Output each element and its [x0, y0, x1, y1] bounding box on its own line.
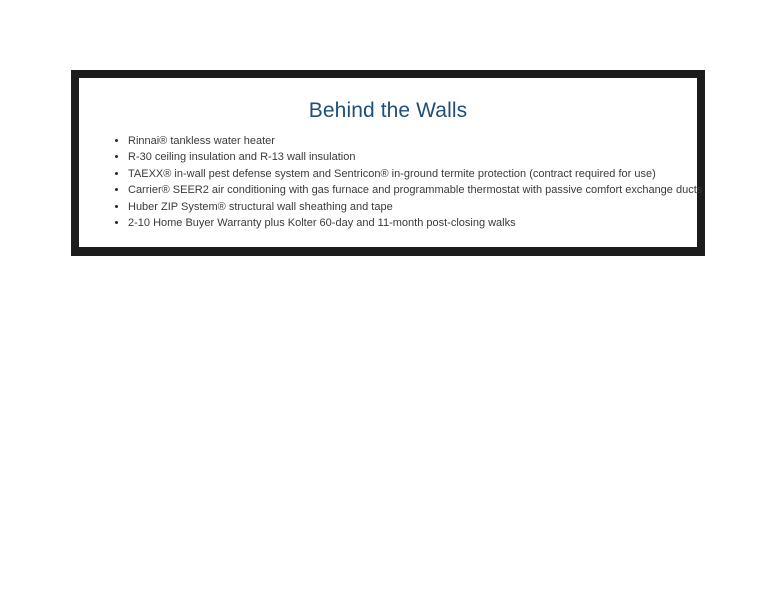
feature-item-air-conditioning: • Carrier® SEER2 air conditioning with gas furnace and programmable thermostat with passive comfort exchange ducts — [128, 182, 702, 198]
feature-item-water-heater: • Rinnai® tankless water heater — [128, 133, 702, 149]
feature-item-wall-sheathing: • Huber ZIP System® structural wall sheathing and tape — [128, 199, 702, 215]
section-title: Behind the Walls — [308, 99, 468, 122]
feature-item-warranty: • 2-10 Home Buyer Warranty plus Kolter 60-day and 11-month post-closing walks — [128, 215, 702, 231]
behind-the-walls-panel — [71, 70, 705, 256]
feature-list — [108, 133, 702, 231]
feature-item-insulation: • R-30 ceiling insulation and R-13 wall insulation — [128, 149, 702, 165]
feature-item-pest-defense: • TAEXX® in-wall pest defense system and Sentricon® in-ground termite protection (contract required for use) — [128, 166, 702, 182]
